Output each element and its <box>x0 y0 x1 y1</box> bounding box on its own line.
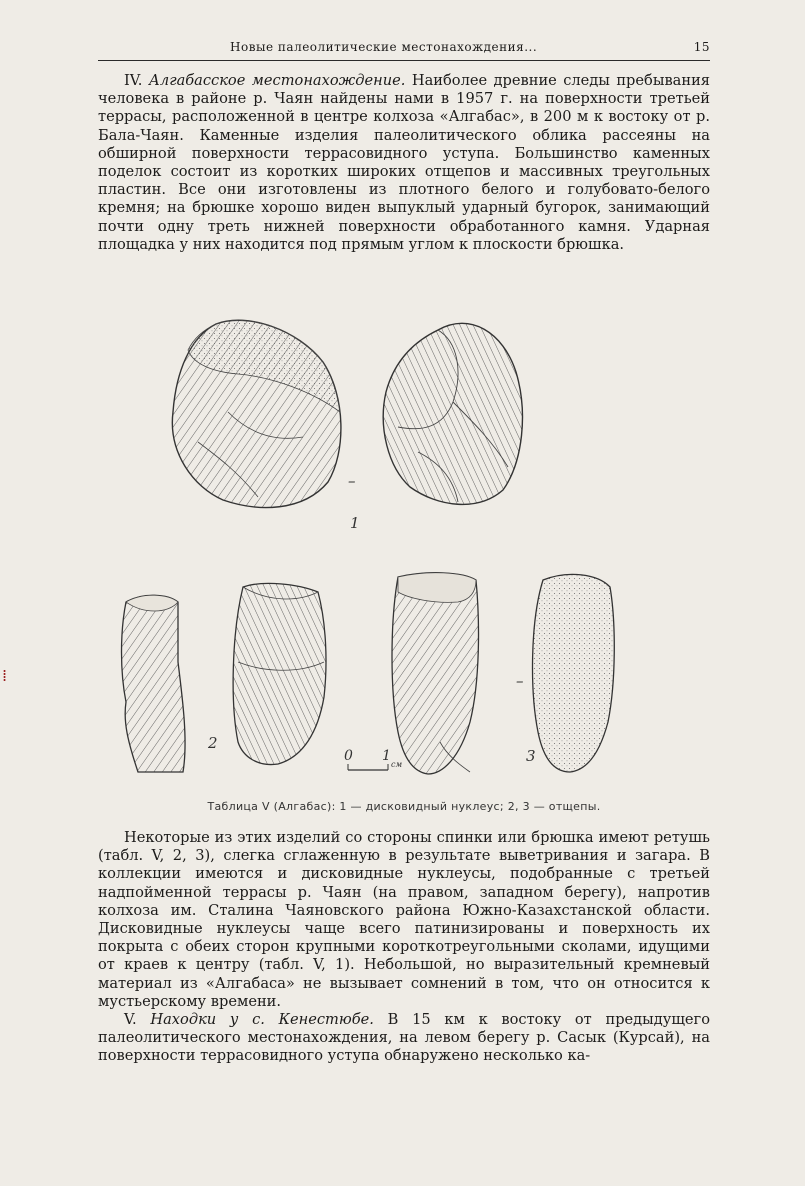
paragraph-text: Наиболее древние следы пребывания человека в районе р. Чаян найдены нами в 1957 г. на поверхности третьей террасы, расположенной в центре колхоза «Алгабас», в 200 м к востоку от р. Бала-Чаян. Каменные изделия палеолитического облика рассеяны на обширной поверхности террасовидного уступа. Большинство каменных поделок состоит из коротких широких отщепов и массивных треугольных пластин. Все они изготовлены из плотного белого и голубовато-белого кремня; на брюшке хорошо виден выпуклый ударный бугорок, занимающий почти одну треть нижней поверхности обработанного камня. Ударная площадка у них находится под прямым углом к плоскости брюшка. <box>98 72 711 253</box>
running-title: Новые палеолитические местонахождения... <box>230 40 538 54</box>
page-number: 15 <box>693 40 710 54</box>
paragraph-kenestyube <box>98 1011 710 1066</box>
plate-figure <box>98 302 710 782</box>
figure-label-1: 1 <box>350 514 360 532</box>
margin-mark: ⁞ <box>2 666 8 685</box>
scale-unit: см <box>391 760 403 769</box>
artifact-drawings <box>98 302 710 782</box>
section-number: V. <box>124 1011 137 1028</box>
paragraph-algabas <box>98 72 710 254</box>
running-head <box>98 40 710 60</box>
section-number: IV. <box>124 72 143 89</box>
flake2-view-right <box>233 583 326 764</box>
section-heading: Алгабасское местонахождение. <box>148 72 406 89</box>
dash-separator-3: – <box>516 672 524 690</box>
flake3-view-right <box>533 574 615 772</box>
nucleus-view-right <box>383 323 522 504</box>
figure-caption: Таблица V (Алгабас): 1 — дисковидный нуклеус; 2, 3 — отщепы. <box>207 800 601 813</box>
header-rule <box>98 60 710 61</box>
flake3-view-left <box>392 573 478 774</box>
figure-label-3: 3 <box>526 747 536 765</box>
scale-bar <box>348 764 388 770</box>
figure-label-2: 2 <box>208 734 218 752</box>
paragraph-retouch: Некоторые из этих изделий со стороны спинки или брюшка имеют ретушь (табл. V, 2, 3), слегка сглаженную в результате выветривания и загара. В коллекции имеются и дисковидные нуклеусы, подобранные с третьей надпойменной террасы р. Чаян (на правом, западном берегу), напротив колхоза им. Сталина Чаяновского района Южно-Казахстанской области. Дисковидные нуклеусы чаще всего патинизированы и поверхность их покрыта с обеих сторон крупными короткотреугольными сколами, идущими от краев к центру (табл. V, 1). Небольшой, но выразительный кремневый материал из «Алгабаса» не вызывает сомнений в том, что он относится к мустьерскому времени. <box>98 829 710 1010</box>
nucleus-view-left <box>172 320 341 507</box>
scale-one: 1 <box>382 748 391 764</box>
flake2-view-left <box>122 595 186 772</box>
paragraph-text: В 15 км к востоку от предыдущего палеолитического местонахождения, на левом берегу р. Сасык (Курсай), на поверхности террасовидного уступа обнаружено несколько ка- <box>98 1011 710 1065</box>
section-heading: Находки у с. Кенестюбе. <box>150 1011 374 1028</box>
scale-zero: 0 <box>344 748 353 764</box>
dash-separator-1: – <box>348 472 356 490</box>
